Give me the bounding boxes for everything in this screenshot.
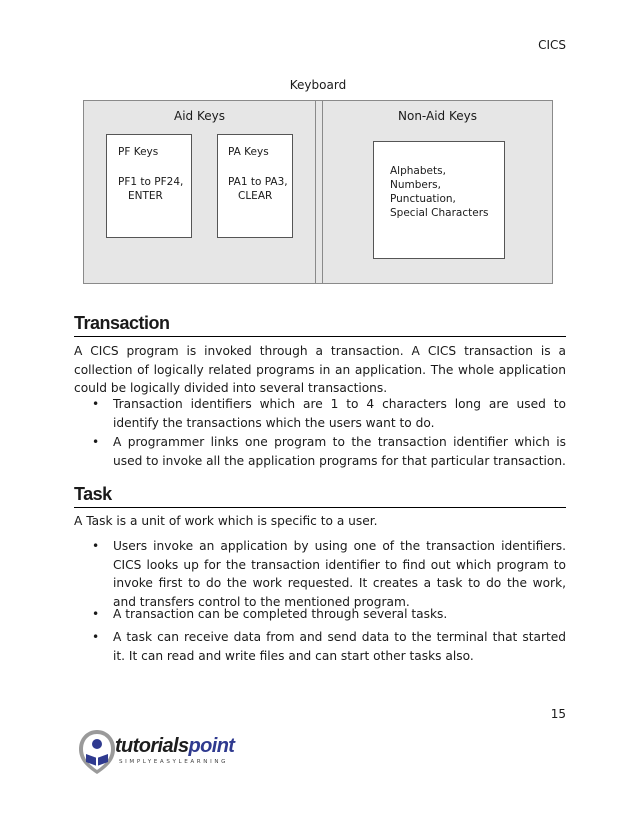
pa-keys-title: PA Keys	[228, 146, 269, 158]
list-item	[92, 537, 566, 611]
bullet-icon: •	[92, 435, 100, 449]
bullet-icon: •	[92, 539, 100, 553]
pf-keys-title: PF Keys	[118, 146, 159, 158]
non-aid-line: Numbers,	[390, 179, 441, 191]
logo-wordmark	[115, 735, 234, 758]
tutorialspoint-logo	[77, 728, 242, 780]
list-item-text: A task can receive data from and send data to the terminal that started it. It can read and write files and can start other tasks also.	[113, 630, 566, 663]
list-item-text: A programmer links one program to the transaction identifier which is used to invoke all the application programs for that particular transaction.	[113, 435, 566, 468]
pa-keys-line2: CLEAR	[238, 190, 273, 202]
pf-keys-line2: ENTER	[128, 190, 163, 202]
bullet-icon: •	[92, 397, 100, 411]
non-aid-line: Special Characters	[390, 207, 489, 219]
list-item-text: Users invoke an application by using one of the transaction identifiers. CICS looks up for the transaction identifier to find out which program to invoke first to do the work requested. It creates a task to do the work, and transfers control to the mentioned program.	[113, 539, 566, 609]
keyboard-diagram	[83, 72, 553, 284]
logo-emblem-icon	[77, 728, 117, 776]
list-item	[92, 628, 566, 665]
list-item	[92, 395, 566, 432]
pf-keys-line1: PF1 to PF24,	[118, 176, 184, 188]
non-aid-keys-panel	[322, 101, 552, 283]
bullet-icon: •	[92, 607, 100, 621]
page-number: 15	[550, 707, 566, 721]
diagram-title: Keyboard	[289, 78, 347, 92]
logo-tagline: SIMPLYEASYLEARNING	[119, 759, 229, 765]
task-intro: A Task is a unit of work which is specific to a user.	[74, 514, 378, 528]
list-item	[92, 605, 566, 624]
pf-keys-box	[106, 134, 192, 238]
non-aid-keys-box	[373, 141, 505, 259]
non-aid-line: Alphabets,	[390, 165, 446, 177]
non-aid-line: Punctuation,	[390, 193, 456, 205]
list-item-text: A transaction can be completed through several tasks.	[113, 607, 448, 621]
list-item	[92, 433, 566, 470]
bullet-icon: •	[92, 630, 100, 644]
diagram-outer-box	[83, 100, 553, 284]
task-heading: Task	[74, 484, 566, 508]
pa-keys-box	[217, 134, 293, 238]
transaction-intro: A CICS program is invoked through a transaction. A CICS transaction is a collection of logically related programs in an application. The whole application could be logically divided into several transactions.	[74, 344, 566, 395]
list-item-text: Transaction identifiers which are 1 to 4 characters long are used to identify the transactions which the users want to do.	[113, 397, 566, 430]
transaction-heading: Transaction	[74, 313, 566, 337]
page-header-title: CICS	[538, 38, 566, 52]
logo-text-b: point	[188, 735, 235, 757]
aid-keys-panel	[84, 101, 316, 283]
non-aid-keys-title: Non-Aid Keys	[398, 109, 477, 123]
pa-keys-line1: PA1 to PA3,	[228, 176, 288, 188]
logo-text-a: tutorials	[115, 735, 189, 757]
aid-keys-title: Aid Keys	[174, 109, 225, 123]
